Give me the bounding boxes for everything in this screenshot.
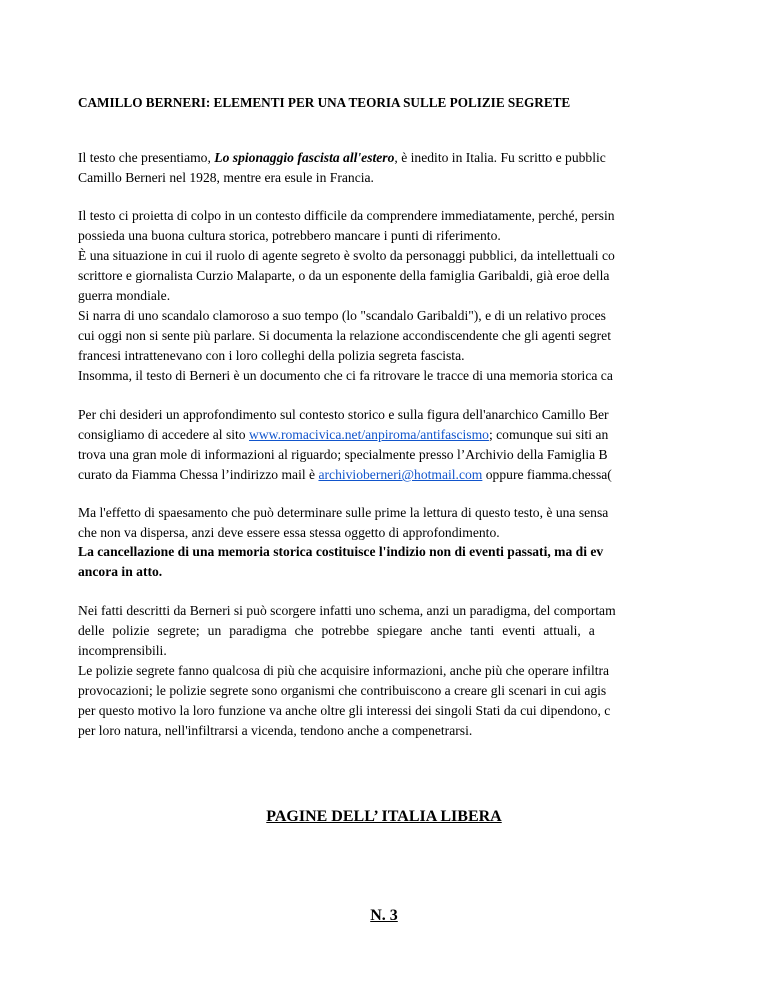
- document-title: CAMILLO BERNERI: ELEMENTI PER UNA TEORIA SULLE POLIZIE SEGRETE: [78, 95, 571, 110]
- paragraph-2-line-7: cui oggi non si sente più parlare. Si documenta la relazione accondiscendente che gli agenti segret: [78, 328, 611, 343]
- paragraph-3-line-3: trova una gran mole di informazioni al riguardo; specialmente presso l’Archivio della Famiglia B: [78, 447, 608, 462]
- email-link[interactable]: archivioberneri@hotmail.com: [318, 467, 483, 482]
- paragraph-2-line-3: È una situazione in cui il ruolo di agente segreto è svolto da personaggi pubblici, da intellettuali co: [78, 248, 615, 263]
- paragraph-1-line-2: Camillo Berneri nel 1928, mentre era esule in Francia.: [78, 170, 374, 185]
- text-run: Il testo che presentiamo,: [78, 150, 215, 165]
- paragraph-4-line-2: che non va dispersa, anzi deve essere essa stessa oggetto di approfondimento.: [78, 525, 500, 540]
- paragraph-5-line-1: Nei fatti descritti da Berneri si può scorgere infatti uno schema, anzi un paradigma, del comportam: [78, 603, 616, 618]
- paragraph-2-line-8: francesi intrattenevano con i loro colleghi della polizia segreta fascista.: [78, 348, 465, 363]
- paragraph-1-line-1: [78, 148, 606, 168]
- paragraph-2-line-9: Insomma, il testo di Berneri è un documento che ci fa ritrovare le tracce di una memoria storica ca: [78, 368, 613, 383]
- paragraph-4-bold-line-2: ancora in atto.: [78, 564, 163, 579]
- text-run: , è inedito in Italia. Fu scritto e pubblic: [394, 150, 606, 165]
- text-run: consigliamo di accedere al sito: [78, 427, 249, 442]
- document-page: [78, 0, 768, 994]
- issue-number: N. 3: [370, 907, 398, 924]
- paragraph-2-line-5: guerra mondiale.: [78, 288, 171, 303]
- footer-title: PAGINE DELL’ ITALIA LIBERA: [266, 808, 502, 825]
- paragraph-4-line-1: Ma l'effetto di spaesamento che può determinare sulle prime la lettura di questo testo, è una sensa: [78, 505, 609, 520]
- paragraph-2-line-1: Il testo ci proietta di colpo in un contesto difficile da comprendere immediatamente, perché, persin: [78, 208, 615, 223]
- paragraph-4-bold-line-1: La cancellazione di una memoria storica costituisce l'indizio non di eventi passati, ma di ev: [78, 544, 604, 559]
- paragraph-3-line-2: [78, 425, 608, 445]
- paragraph-5-line-6: per questo motivo la loro funzione va anche oltre gli interessi dei singoli Stati da cui dipendono, c: [78, 703, 611, 718]
- paragraph-2-line-4: scrittore e giornalista Curzio Malaparte, o da un esponente della famiglia Garibaldi, già eroe della: [78, 268, 610, 283]
- book-title-emphasis: Lo spionaggio fascista all'estero: [214, 150, 395, 165]
- paragraph-5-line-7: per loro natura, nell'infiltrarsi a vicenda, tendono anche a compenetrarsi.: [78, 723, 473, 738]
- text-run: oppure fiamma.chessa(: [482, 467, 612, 482]
- paragraph-3-line-1: Per chi desideri un approfondimento sul contesto storico e sulla figura dell'anarchico Camillo Ber: [78, 407, 609, 422]
- paragraph-2-line-6: Si narra di uno scandalo clamoroso a suo tempo (lo "scandalo Garibaldi"), e di un relativo proces: [78, 308, 606, 323]
- paragraph-5-line-3: incomprensibili.: [78, 643, 167, 658]
- paragraph-5-line-4: Le polizie segrete fanno qualcosa di più che acquisire informazioni, anche più che operare infiltra: [78, 663, 610, 678]
- text-run: curato da Fiamma Chessa l’indirizzo mail è: [78, 467, 319, 482]
- paragraph-3-line-4: [78, 465, 612, 485]
- paragraph-5-line-2: delle polizie segrete; un paradigma che potrebbe spiegare anche tanti eventi attuali, a: [78, 623, 595, 638]
- paragraph-2-line-2: possieda una buona cultura storica, potrebbero mancare i punti di riferimento.: [78, 228, 501, 243]
- website-link[interactable]: www.romacivica.net/anpiroma/antifascismo: [249, 427, 489, 442]
- text-run: ; comunque sui siti an: [488, 427, 609, 442]
- paragraph-5-line-5: provocazioni; le polizie segrete sono organismi che contribuiscono a creare gli scenari in cui agis: [78, 683, 607, 698]
